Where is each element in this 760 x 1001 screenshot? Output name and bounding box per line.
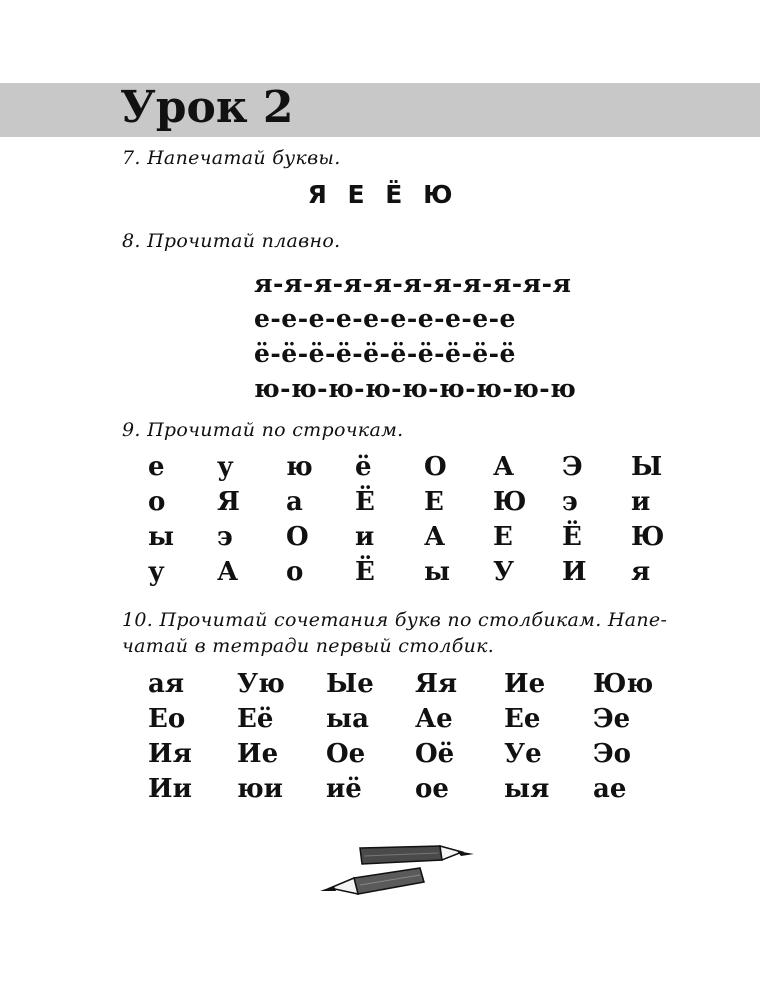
syllable-cell: ая bbox=[148, 668, 185, 699]
letter-row bbox=[148, 484, 700, 519]
letter-cell: Е bbox=[424, 486, 444, 517]
syllable-cell: юи bbox=[237, 773, 283, 804]
letter-cell: Ё bbox=[355, 556, 375, 587]
syllable-cell: Ое bbox=[326, 738, 366, 769]
syllable-cell: Ае bbox=[415, 703, 453, 734]
letter-cell: и bbox=[355, 521, 375, 552]
letter-cell: Ю bbox=[493, 486, 527, 517]
syllable-cell: Ее bbox=[504, 703, 541, 734]
syllable-cell: Ия bbox=[148, 738, 192, 769]
syllable-row bbox=[148, 666, 682, 701]
syllable-cell: Её bbox=[237, 703, 274, 734]
syllable-cell: Эо bbox=[593, 738, 632, 769]
letter-row bbox=[148, 449, 700, 484]
letter-cell: Е bbox=[493, 521, 513, 552]
task-10-heading-line-1: 10. Прочитай сочетания букв по столбикам. Напе- bbox=[122, 609, 668, 631]
task-7-letters: Я Е Ё Ю bbox=[307, 180, 453, 209]
syllable-cell: ае bbox=[593, 773, 627, 804]
letter-cell: э bbox=[217, 521, 233, 552]
syllable-cell: Уе bbox=[504, 738, 542, 769]
syllable-cell: Ие bbox=[237, 738, 279, 769]
syllable-cell: Ии bbox=[148, 773, 192, 804]
syllable-cell: Ие bbox=[504, 668, 546, 699]
syllable-row bbox=[148, 771, 682, 806]
syllable-cell: Ео bbox=[148, 703, 186, 734]
syllable-cell: ое bbox=[415, 773, 449, 804]
letter-cell: А bbox=[493, 451, 515, 482]
smooth-line: я-я-я-я-я-я-я-я-я-я-я bbox=[254, 269, 572, 298]
letter-cell: у bbox=[148, 556, 165, 587]
letter-cell: о bbox=[286, 556, 304, 587]
syllable-cell: Ую bbox=[237, 668, 285, 699]
task-10-heading-line-2: чатай в тетради первый столбик. bbox=[122, 635, 495, 657]
task-10-syllable-grid bbox=[148, 666, 682, 806]
letter-cell: У bbox=[493, 556, 515, 587]
letter-cell: о bbox=[148, 486, 166, 517]
letter-cell: А bbox=[424, 521, 446, 552]
syllable-cell: Оё bbox=[415, 738, 455, 769]
syllable-cell: Эе bbox=[593, 703, 631, 734]
task-9-heading: 9. Прочитай по строчкам. bbox=[122, 419, 404, 441]
task-9-letter-grid bbox=[148, 449, 700, 589]
syllable-row bbox=[148, 736, 682, 771]
letter-cell: Я bbox=[217, 486, 240, 517]
syllable-cell: ыя bbox=[504, 773, 550, 804]
smooth-line: е-е-е-е-е-е-е-е-е-е bbox=[254, 304, 516, 333]
syllable-cell: Ые bbox=[326, 668, 374, 699]
pencils-icon bbox=[316, 838, 480, 902]
letter-cell: е bbox=[148, 451, 165, 482]
letter-cell: О bbox=[286, 521, 309, 552]
task-8-lines bbox=[254, 266, 576, 406]
letter-cell: Ю bbox=[631, 521, 665, 552]
smooth-line: ю-ю-ю-ю-ю-ю-ю-ю-ю bbox=[254, 374, 577, 403]
letter-cell: я bbox=[631, 556, 651, 587]
letter-cell: э bbox=[562, 486, 578, 517]
letter-cell: О bbox=[424, 451, 447, 482]
lesson-title: Урок 2 bbox=[120, 82, 294, 133]
letter-cell: и bbox=[631, 486, 651, 517]
letter-cell: И bbox=[562, 556, 587, 587]
letter-cell: Ы bbox=[631, 451, 663, 482]
letter-cell: ы bbox=[424, 556, 451, 587]
letter-cell: у bbox=[217, 451, 234, 482]
letter-cell: Ё bbox=[355, 486, 375, 517]
task-7-heading: 7. Напечатай буквы. bbox=[122, 147, 341, 169]
syllable-row bbox=[148, 701, 682, 736]
letter-cell: Ё bbox=[562, 521, 582, 552]
task-8-heading: 8. Прочитай плавно. bbox=[122, 230, 341, 252]
letter-cell: а bbox=[286, 486, 303, 517]
letter-cell: ю bbox=[286, 451, 313, 482]
letter-cell: ё bbox=[355, 451, 372, 482]
letter-row bbox=[148, 554, 700, 589]
letter-cell: ы bbox=[148, 521, 175, 552]
lesson-header-band bbox=[0, 83, 760, 137]
syllable-cell: Яя bbox=[415, 668, 458, 699]
letter-cell: А bbox=[217, 556, 239, 587]
pencil-upper bbox=[360, 846, 474, 864]
letter-cell: Э bbox=[562, 451, 583, 482]
syllable-cell: Юю bbox=[593, 668, 654, 699]
letter-row bbox=[148, 519, 700, 554]
smooth-line: ё-ё-ё-ё-ё-ё-ё-ё-ё-ё bbox=[254, 339, 516, 368]
syllable-cell: иё bbox=[326, 773, 362, 804]
pencil-lower bbox=[320, 868, 424, 894]
syllable-cell: ыа bbox=[326, 703, 369, 734]
